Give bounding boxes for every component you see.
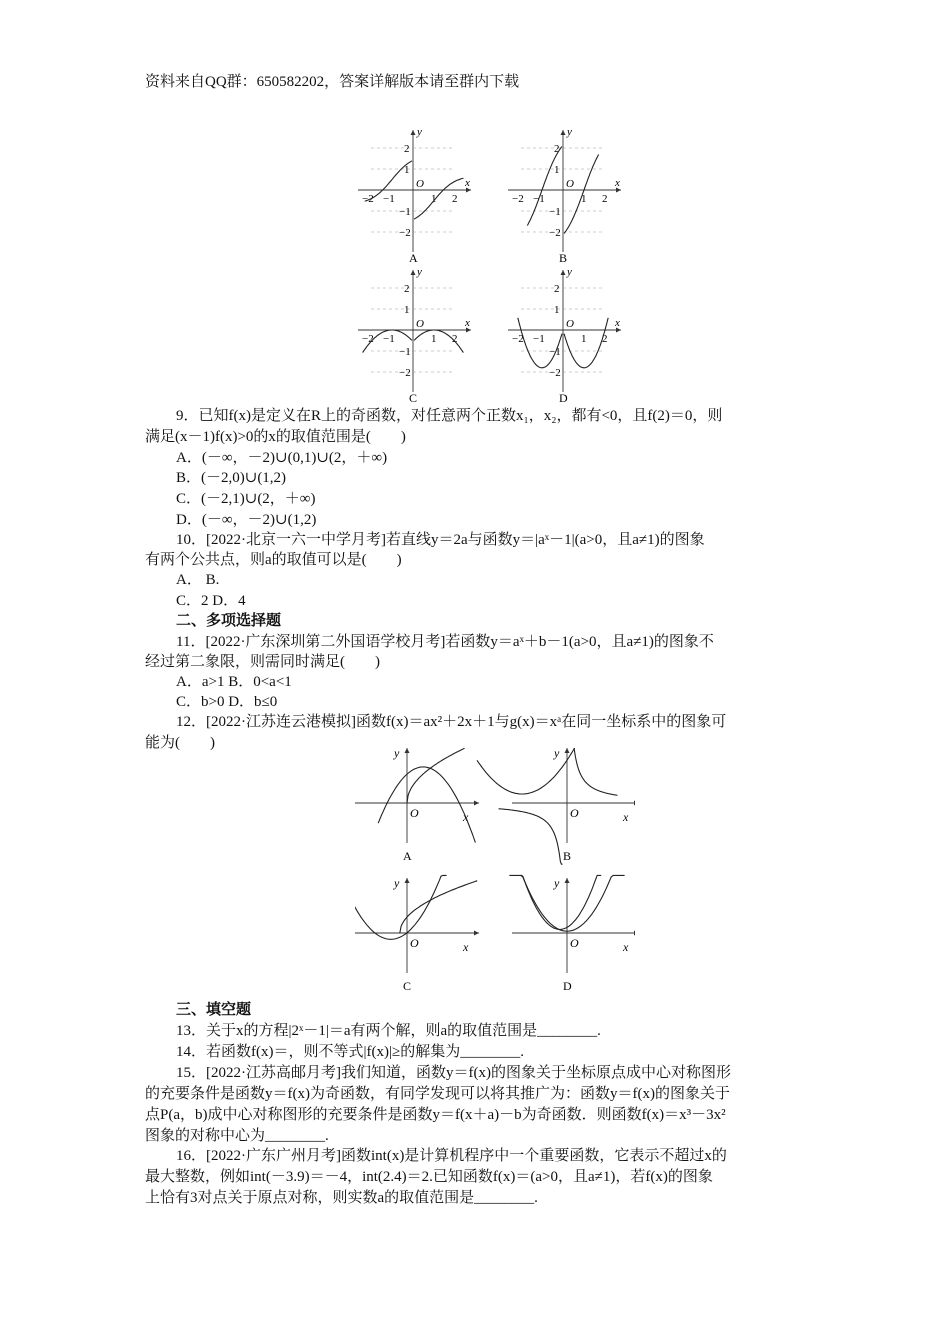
- q9-option-b: B．(－2,0)∪(1,2): [176, 470, 287, 486]
- graph-C-caption: C: [403, 979, 412, 993]
- graph-A-origin-label: O: [410, 806, 419, 820]
- q15-line-2: 的充要条件是函数y＝f(x)为奇函数，有同学发现可以将其推广为：函数y＝f(x)的图象关于: [145, 1086, 730, 1102]
- graph-A-y-arrow: [405, 748, 410, 753]
- graph-A-curve-2: [407, 748, 465, 803]
- graph-C-x-tick: −1: [383, 333, 395, 345]
- graph-A-y-label: y: [394, 748, 400, 760]
- graph-A-y-tick: 1: [404, 164, 410, 176]
- graph-A-y-tick: −1: [399, 206, 411, 218]
- q14-line: 14．若函数f(x)＝，则不等式|f(x)|≥的解集为________.: [176, 1044, 524, 1060]
- graph-A-x-tick: 2: [452, 193, 458, 205]
- q15-line-3: 点P(a，b)成中心对称图形的充要条件是函数y＝f(x＋a)－b为奇函数．则函数f(x)＝x³－3x²: [145, 1107, 726, 1123]
- graph-A-y-label: y: [417, 126, 422, 138]
- graph-D-y-arrow: [561, 270, 566, 275]
- graph-D-y-label: y: [554, 876, 560, 890]
- graph-C-x-tick: 1: [431, 333, 437, 345]
- figure-q12-svg: [355, 748, 635, 1003]
- graph-B-x-tick: −1: [533, 193, 545, 205]
- graph-D-origin-label: O: [570, 936, 579, 950]
- graph-C-x-tick: −2: [362, 333, 374, 345]
- q16-line-2: 最大整数，例如int(－3.9)＝－4，int(2.4)＝2.已知函数f(x)＝(a>0，且a≠1)，若f(x)的图象: [145, 1169, 713, 1185]
- q10-line-2: 有两个公共点，则a的取值可以是( ): [145, 552, 402, 568]
- q13-line: 13．关于x的方程|2ˣ－1|＝a有两个解，则a的取值范围是________.: [176, 1023, 601, 1039]
- graph-B-x-tick: −2: [512, 193, 524, 205]
- graph-C-curve-2: [400, 881, 477, 933]
- graph-B-y-label: y: [554, 748, 560, 760]
- graph-D-caption: D: [563, 979, 572, 993]
- graph-D-curve-1: [520, 875, 601, 929]
- graph-D-caption: D: [559, 391, 568, 405]
- graph-C-origin-label: O: [416, 318, 424, 330]
- graph-A-y-arrow: [411, 130, 416, 135]
- graph-D-x-tick: −1: [533, 333, 545, 345]
- graph-C-y-label: y: [417, 266, 422, 278]
- graph-A-origin-label: O: [416, 178, 424, 190]
- graph-D-y-tick: −1: [549, 346, 561, 358]
- graph-B-x-tick: 1: [581, 193, 587, 205]
- graph-A-x-label: x: [465, 177, 470, 189]
- section-fill-in: 三、填空题: [176, 1002, 252, 1018]
- graph-B-y-arrow: [561, 130, 566, 135]
- graph-C-y-tick: −2: [399, 367, 411, 379]
- graph-D-y-tick: −2: [549, 367, 561, 379]
- graph-B-y-tick: 2: [554, 143, 560, 155]
- graph-C-x-tick: 2: [452, 333, 458, 345]
- graph-B-caption: B: [559, 251, 568, 265]
- graph-C-y-tick: −1: [399, 346, 411, 358]
- graph-C-x-label: x: [463, 940, 469, 954]
- graph-B-y-arrow: [565, 748, 570, 753]
- graph-B-curve-2: [572, 748, 617, 795]
- graph-B-curve-3: [499, 809, 563, 865]
- graph-D-y-arrow: [565, 878, 570, 883]
- graph-D-x-tick: −2: [512, 333, 524, 345]
- graph-B-y-label: y: [567, 126, 572, 138]
- q11-options-cd: C．b>0 D．b≤0: [176, 694, 278, 710]
- graph-D-x-tick: 1: [581, 333, 587, 345]
- q10-options-ab: A． B.: [176, 572, 220, 588]
- q10-options-cd: C．2 D．4: [176, 593, 246, 609]
- q16-line-1: 16．[2022·广东广州月考]函数int(x)是计算机程序中一个重要函数，它表示不超过x的: [176, 1148, 727, 1164]
- graph-C-origin-label: O: [410, 936, 419, 950]
- page-header: 资料来自QQ群：650582202，答案详解版本请至群内下载: [145, 74, 520, 90]
- graph-A-caption: A: [409, 251, 418, 265]
- q11-options-ab: A．a>1 B．0<a<1: [176, 674, 292, 690]
- q11-line-1: 11．[2022·广东深圳第二外国语学校月考]若函数y＝aˣ＋b－1(a>0，且a≠1)的图象不: [176, 634, 714, 650]
- graph-B-y-tick: −1: [549, 206, 561, 218]
- graph-B-caption: B: [563, 849, 572, 863]
- graph-C-y-arrow: [411, 270, 416, 275]
- q15-line-4: 图象的对称中心为________.: [145, 1128, 329, 1144]
- q9-line-1: 9．已知f(x)是定义在R上的奇函数，对任意两个正数x₁，x₂，都有<0，且f(2)＝0，则: [176, 408, 723, 424]
- q9-option-c: C．(－2,1)∪(2，＋∞): [176, 491, 316, 507]
- graph-B-x-arrow: [634, 801, 635, 806]
- graph-C-x-arrow: [474, 931, 479, 936]
- graph-B-x-tick: 2: [602, 193, 608, 205]
- graph-D-y-tick: 1: [554, 304, 560, 316]
- figure-q8: [355, 125, 630, 405]
- graph-A-x-arrow: [474, 801, 479, 806]
- q15-line-1: 15．[2022·江苏高邮月考]我们知道，函数y＝f(x)的图象关于坐标原点成中心对称图形: [176, 1065, 731, 1081]
- figure-q8-svg: [355, 125, 630, 405]
- q9-option-d: D．(－∞，－2)∪(1,2): [176, 512, 317, 528]
- graph-A-y-tick: −2: [399, 227, 411, 239]
- graph-A-curve-1: [378, 767, 475, 843]
- graph-B-origin-label: O: [570, 806, 579, 820]
- graph-B-y-tick: 1: [554, 164, 560, 176]
- q12-line-2: 能为( ): [145, 735, 215, 751]
- graph-A-x-label: x: [463, 810, 469, 824]
- graph-A-y-tick: 2: [404, 143, 410, 155]
- graph-C-y-tick: 1: [404, 304, 410, 316]
- section-multiple-choice: 二、多项选择题: [176, 613, 282, 629]
- q12-line-1: 12．[2022·江苏连云港模拟]函数f(x)＝ax²＋2x＋1与g(x)＝xᵃ在同一坐标系中的图象可: [176, 714, 727, 730]
- q11-line-2: 经过第二象限，则需同时满足( ): [145, 654, 380, 670]
- graph-B-y-tick: −2: [549, 227, 561, 239]
- graph-D-x-label: x: [615, 317, 620, 329]
- graph-C-caption: C: [409, 391, 418, 405]
- graph-B-curve-1: [477, 748, 587, 794]
- graph-A-caption: A: [403, 849, 412, 863]
- q9-line-2: 满足(x－1)f(x)>0的x的取值范围是( ): [145, 429, 406, 445]
- q9-option-a: A．(－∞，－2)∪(0,1)∪(2，＋∞): [176, 450, 388, 466]
- graph-B-x-label: x: [623, 810, 629, 824]
- graph-A-x-tick: −2: [362, 193, 374, 205]
- graph-A-x-tick: −1: [383, 193, 395, 205]
- graph-D-origin-label: O: [566, 318, 574, 330]
- graph-C-y-arrow: [405, 878, 410, 883]
- figure-q12: [355, 748, 635, 1003]
- graph-D-x-arrow: [634, 931, 635, 936]
- q10-line-1: 10．[2022·北京一六一中学月考]若直线y＝2a与函数y＝|aˣ－1|(a>0，且a≠1)的图象: [176, 532, 705, 548]
- graph-D-y-label: y: [567, 266, 572, 278]
- graph-C-y-label: y: [394, 876, 400, 890]
- graph-B-x-label: x: [615, 177, 620, 189]
- graph-D-x-label: x: [623, 940, 629, 954]
- graph-B-origin-label: O: [566, 178, 574, 190]
- graph-D-y-tick: 2: [554, 283, 560, 295]
- q16-line-3: 上恰有3对点关于原点对称，则实数a的取值范围是________.: [145, 1190, 538, 1206]
- graph-D-x-tick: 2: [602, 333, 608, 345]
- graph-C-y-tick: 2: [404, 283, 410, 295]
- graph-A-x-tick: 1: [431, 193, 437, 205]
- graph-C-x-label: x: [465, 317, 470, 329]
